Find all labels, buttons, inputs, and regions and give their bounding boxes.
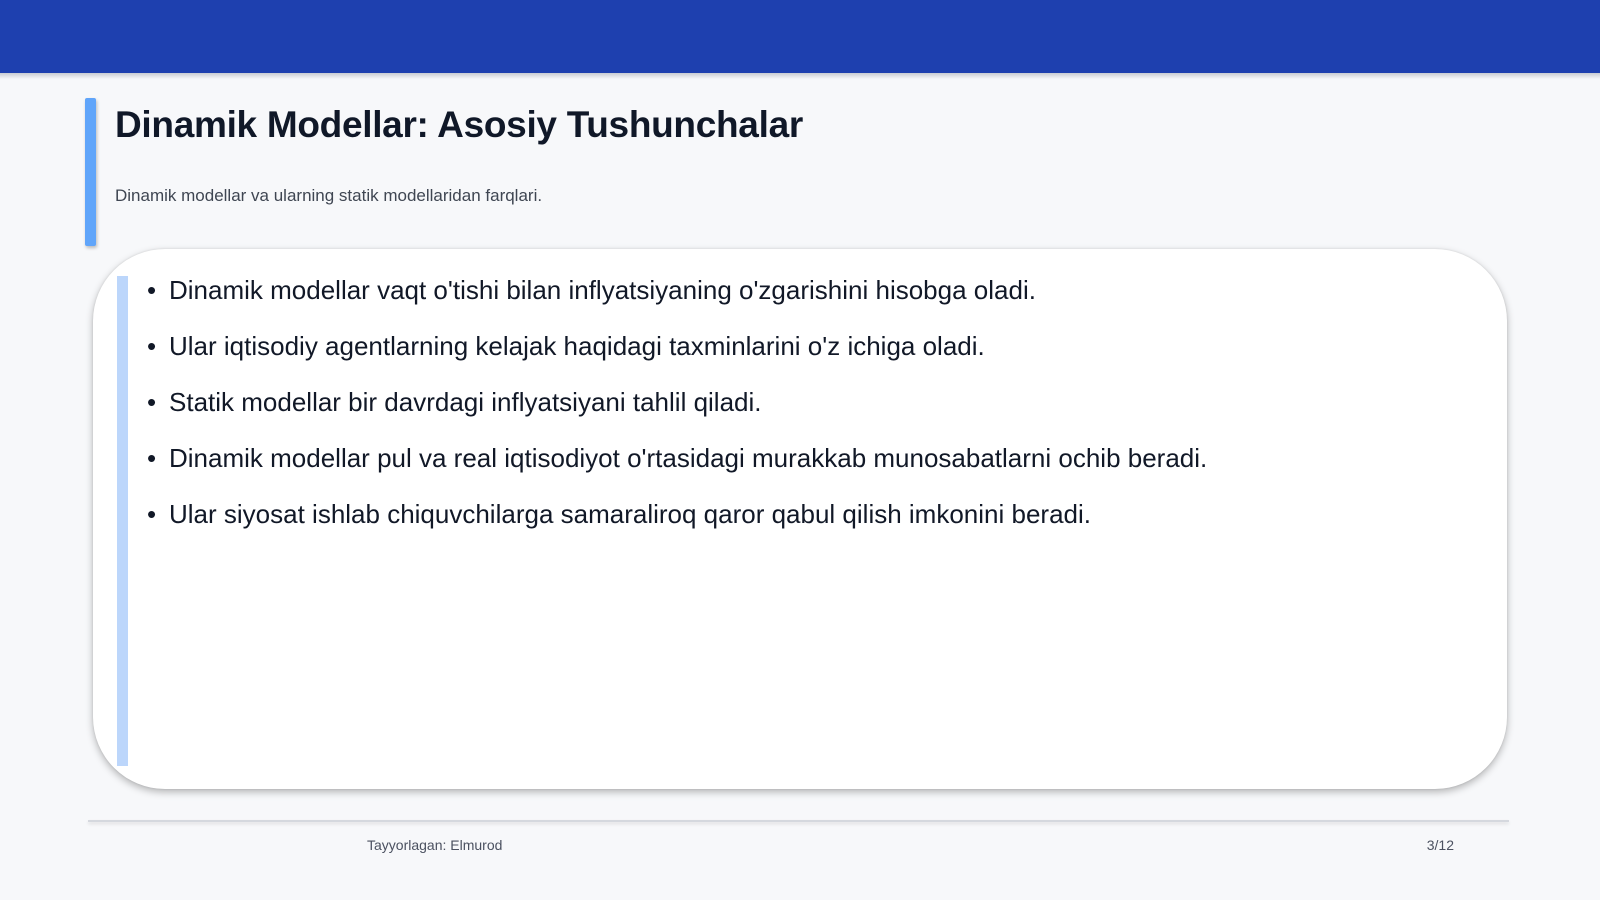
bullet-item-4 bbox=[147, 441, 1207, 475]
bullet-point-icon: • bbox=[147, 499, 157, 529]
bullet-text: Ular siyosat ishlab chiquvchilarga samaraliroq qaror qabul qilish imkonini beradi. bbox=[169, 499, 1091, 529]
card-accent-bar bbox=[117, 276, 128, 766]
footer-author: Tayyorlagan: Elmurod bbox=[367, 837, 503, 853]
bullet-item-5 bbox=[147, 497, 1207, 531]
bullet-text: Ular iqtisodiy agentlarning kelajak haqidagi taxminlarini o'z ichiga oladi. bbox=[169, 331, 985, 361]
bullet-item-1 bbox=[147, 273, 1207, 307]
footer-divider bbox=[88, 820, 1509, 822]
slide-title: Dinamik Modellar: Asosiy Tushunchalar bbox=[115, 104, 803, 145]
header-bar-shadow bbox=[0, 73, 1600, 79]
bullet-list bbox=[147, 273, 1207, 553]
bullet-point-icon: • bbox=[147, 387, 157, 417]
bullet-text: Dinamik modellar vaqt o'tishi bilan inflyatsiyaning o'zgarishini hisobga oladi. bbox=[169, 275, 1036, 305]
bullet-point-icon: • bbox=[147, 443, 157, 473]
title-accent-bar bbox=[85, 98, 96, 246]
bullet-text: Dinamik modellar pul va real iqtisodiyot o'rtasidagi murakkab munosabatlarni ochib beradi. bbox=[169, 443, 1208, 473]
bullet-point-icon: • bbox=[147, 275, 157, 305]
bullet-text: Statik modellar bir davrdagi inflyatsiyani tahlil qiladi. bbox=[169, 387, 762, 417]
bullet-point-icon: • bbox=[147, 331, 157, 361]
page-indicator: 3/12 bbox=[1426, 837, 1454, 853]
bullet-item-2 bbox=[147, 329, 1207, 363]
slide-subtitle: Dinamik modellar va ularning statik modellaridan farqlari. bbox=[115, 186, 543, 205]
bullet-item-3 bbox=[147, 385, 1207, 419]
header-bar bbox=[0, 0, 1600, 73]
content-card bbox=[93, 249, 1507, 789]
